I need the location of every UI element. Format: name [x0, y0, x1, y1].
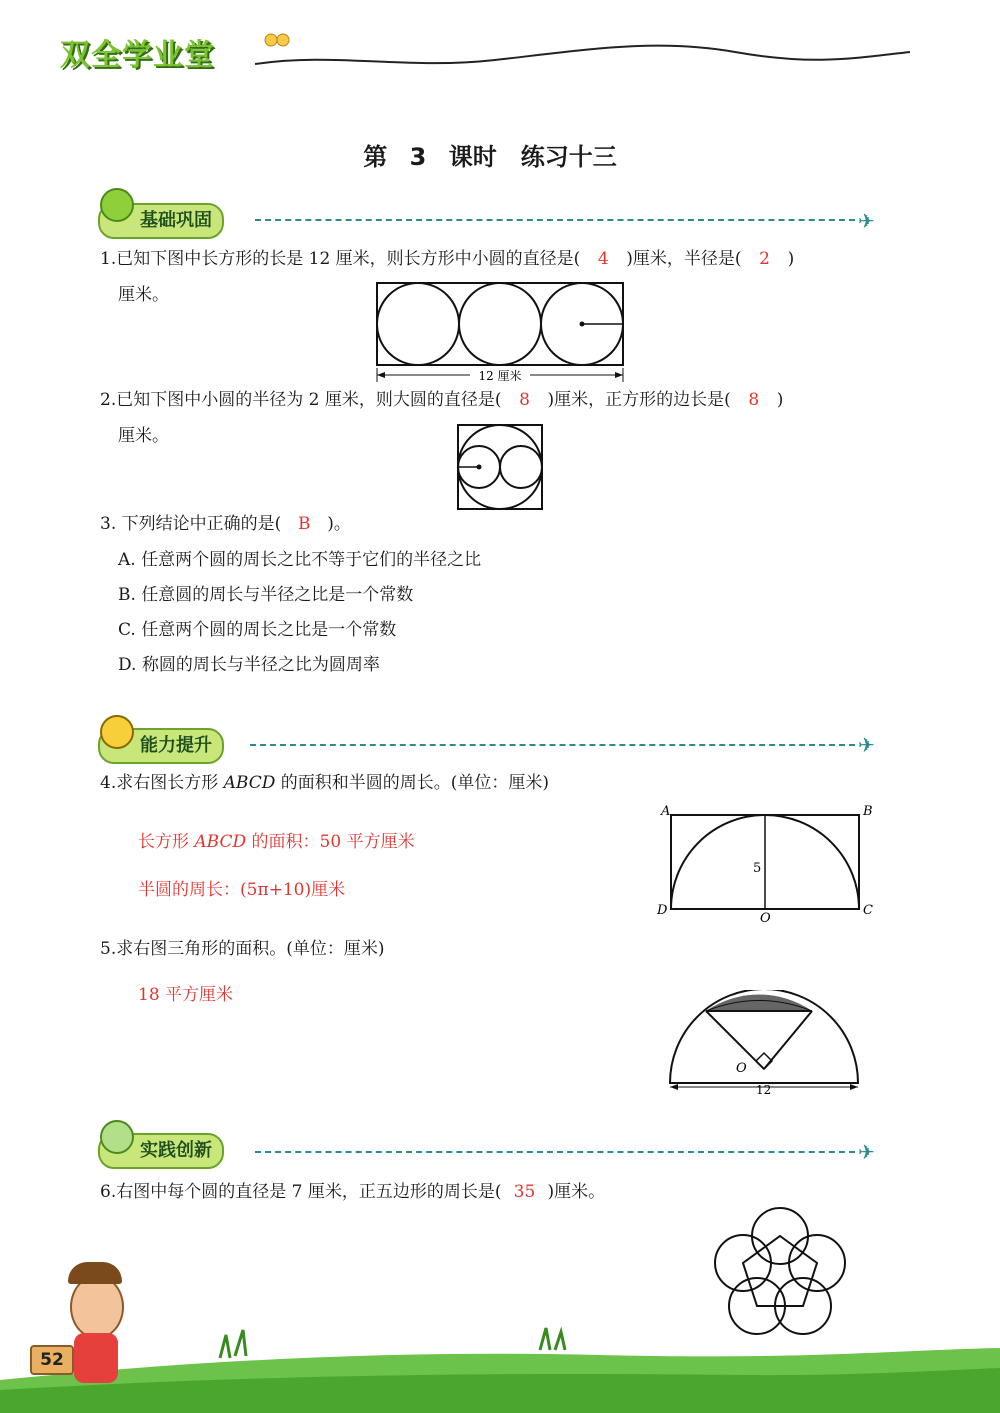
- section-ability-label: 能力提升: [140, 735, 212, 756]
- q4-answer-area: 长方形 ABCD 的面积：50 平方厘米: [138, 832, 415, 852]
- q3-option-a: A. 任意两个圆的周长之比不等于它们的半径之比: [118, 550, 482, 570]
- bee-icon: [100, 715, 134, 749]
- q3-option-d: D. 称圆的周长与半径之比为圆周率: [118, 655, 380, 675]
- page-number: 52: [30, 1345, 74, 1375]
- q4-answer-perimeter: 半圆的周长：(5π+10)厘米: [138, 880, 346, 900]
- section-divider: [255, 219, 855, 221]
- svg-text:O: O: [736, 1061, 747, 1076]
- question-1-line2: 厘米。: [118, 285, 169, 305]
- airplane-icon: ✈: [858, 209, 875, 233]
- svg-text:12: 12: [756, 1083, 772, 1097]
- caterpillar-icon: [100, 188, 134, 222]
- butterfly-icon: [265, 34, 277, 46]
- boy-avatar: [70, 1275, 124, 1339]
- page-title: 第 3 课时 练习十三: [363, 143, 617, 171]
- svg-text:D: D: [657, 903, 668, 918]
- q1-figure: [370, 278, 630, 388]
- question-3: 3. 下列结论中正确的是( B )。: [100, 514, 351, 534]
- q3-option-b: B. 任意圆的周长与半径之比是一个常数: [118, 585, 414, 605]
- svg-text:C: C: [863, 903, 873, 918]
- section-divider: [255, 1151, 855, 1153]
- header-wave-line: [255, 32, 915, 72]
- q3-answer: B: [298, 514, 311, 534]
- section-basic-label: 基础巩固: [140, 210, 212, 231]
- airplane-icon: ✈: [858, 733, 875, 757]
- question-2: 2.已知下图中小圆的半径为 2 厘米，则大圆的直径是( 8 )厘米，正方形的边长是( 8 ): [100, 390, 784, 410]
- q1-answer-radius: 2: [759, 249, 770, 269]
- svg-text:5: 5: [753, 861, 762, 876]
- airplane-icon: ✈: [858, 1140, 875, 1164]
- question-5: 5.求右图三角形的面积。(单位：厘米): [100, 939, 385, 959]
- q5-figure: [660, 990, 870, 1100]
- question-6: 6.右图中每个圆的直径是 7 厘米，正五边形的周长是( 35 )厘米。: [100, 1182, 606, 1202]
- svg-text:B: B: [863, 804, 873, 819]
- footer-grass: [0, 1320, 1000, 1413]
- brand-logo: 双全学业堂: [60, 38, 215, 73]
- section-divider: [250, 744, 855, 746]
- svg-text:O: O: [760, 911, 771, 925]
- question-2-line2: 厘米。: [118, 426, 169, 446]
- q6-answer: 35: [513, 1182, 536, 1202]
- svg-text:A: A: [661, 804, 671, 819]
- section-practice-label: 实践创新: [140, 1140, 212, 1161]
- q2-answer-diameter: 8: [519, 390, 530, 410]
- question-4: 4.求右图长方形 ABCD 的面积和半圆的周长。(单位：厘米): [100, 773, 550, 793]
- q2-answer-side: 8: [748, 390, 760, 410]
- q2-figure: [455, 422, 550, 512]
- q4-figure: [655, 800, 880, 925]
- boy-shirt: [74, 1333, 118, 1383]
- boy-hair: [68, 1262, 122, 1284]
- q1-answer-diameter: 4: [597, 249, 609, 269]
- q3-option-c: C. 任意两个圆的周长之比是一个常数: [118, 620, 397, 640]
- q1-figure-label: 12 厘米: [478, 369, 522, 383]
- question-1: 1.已知下图中长方形的长是 12 厘米，则长方形中小圆的直径是( 4 )厘米，半径是( 2 ): [100, 249, 795, 269]
- q5-answer: 18 平方厘米: [138, 985, 234, 1005]
- snail-icon: [100, 1120, 134, 1154]
